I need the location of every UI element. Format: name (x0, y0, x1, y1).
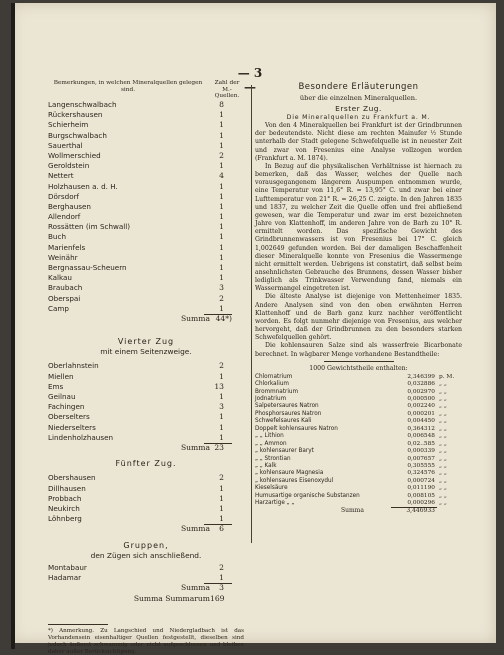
spring-count: 1 (219, 504, 224, 513)
location-name: Ems (48, 381, 64, 391)
table-row (48, 222, 244, 232)
location-name: Geroldstein (48, 161, 90, 171)
spring-count: 1 (219, 573, 224, 583)
page-number: — 3 — (237, 66, 263, 94)
substance-amount: 0,000201 (407, 410, 435, 417)
table-row (48, 141, 244, 151)
table-row (48, 304, 244, 314)
analysis-row (255, 395, 462, 402)
location-name: Wollmerschied (48, 150, 101, 160)
table-row (48, 514, 244, 524)
location-name: Löhnberg (48, 514, 82, 524)
substance-amount: 0,000500 (407, 396, 435, 402)
location-name: Montabaur (48, 562, 87, 572)
table-row (48, 382, 244, 392)
section-subtitle: den Zügen sich anschließend. (90, 550, 202, 560)
substance-amount: 0,324576 (407, 470, 435, 477)
analysis-row (255, 410, 462, 417)
location-name: Probbach (48, 493, 82, 503)
substance-unit: „ „ (439, 500, 447, 507)
substance-amount: 0,006548 (407, 433, 435, 440)
group-third-zug-rows (48, 100, 244, 314)
location-name: Oberspai (48, 293, 81, 303)
location-name: Langenschwalbach (48, 100, 117, 109)
sum-value: 23 (214, 442, 224, 452)
location-name: Rossätten (im Schwall) (48, 222, 131, 232)
substance-name: Kieselsäure (255, 485, 288, 492)
section-title: Vierter Zug (117, 337, 175, 347)
spring-count: 1 (219, 212, 224, 222)
analysis-row (255, 455, 462, 462)
sum-row (48, 524, 244, 535)
analysis-heading: 1000 Gewichtstheile enthalten: (309, 364, 408, 372)
substance-unit: „ „ (439, 455, 447, 462)
analysis-row (255, 402, 462, 409)
table-row (48, 361, 244, 371)
location-name: Nettert (48, 171, 74, 181)
spring-count: 3 (219, 402, 224, 412)
sum-row (48, 443, 244, 454)
group-fifth-zug-rows (48, 473, 244, 524)
sum-label: Summa (180, 442, 210, 452)
substance-name: Chlornatrium (255, 373, 293, 380)
spring-count: 1 (219, 222, 224, 232)
substance-unit: „ „ (439, 388, 447, 395)
spring-count: 1 (219, 242, 224, 252)
analysis-row (255, 477, 462, 484)
location-name: Holzhausen a. d. H. (48, 181, 118, 191)
table-row (48, 504, 244, 514)
spring-count: 8 (219, 100, 224, 109)
substance-name: Doppelt kohlensaures Natron (255, 425, 338, 432)
table-row (48, 573, 244, 583)
table-row (48, 120, 244, 130)
substance-amount: 0,305555 (407, 462, 435, 469)
section-title: Besondere Erläuterungen (298, 82, 419, 92)
substance-name: Brommnatrium (255, 388, 299, 395)
location-name: Dillhausen (48, 483, 86, 493)
spring-count: 13 (214, 381, 224, 391)
table-row (48, 563, 244, 573)
location-name: Fachingen (48, 402, 85, 412)
right-column (255, 82, 462, 516)
subsection-heading: Die Mineralquellen zu Frankfurt a. M. (286, 114, 431, 121)
analysis-row (255, 499, 462, 506)
spring-count: 1 (219, 201, 224, 211)
column-divider (251, 85, 252, 543)
spring-count: 2 (219, 361, 224, 371)
substance-amount: 2,346399 (407, 373, 435, 380)
spring-count: 3 (219, 283, 224, 293)
location-name: Allendorf (48, 212, 81, 222)
analysis-row (255, 425, 462, 432)
spring-count: 1 (219, 412, 224, 422)
location-name: Hadamar (48, 573, 82, 583)
substance-unit: „ „ (439, 403, 447, 410)
substance-name: Humusartige organische Substanzen (255, 492, 360, 499)
sum-value: 3,446933 (406, 506, 435, 514)
substance-unit: „ „ (439, 425, 447, 432)
substance-amount: 0,364312 (407, 425, 435, 432)
table-row (48, 372, 244, 382)
location-name: Miellen (48, 371, 74, 381)
substance-unit: „ „ (439, 485, 447, 492)
substance-unit: „ „ (439, 462, 447, 469)
location-name: Sauerthal (48, 140, 83, 150)
substance-name: „ „ Lithion (255, 433, 284, 440)
table-row (48, 433, 244, 443)
table-row (48, 151, 244, 161)
paragraph: Von den 4 Mineralquellen bei Frankfurt ist der Grindbrunnen der bedeutendste. Nicht diese am rechten Mainufer ½ Stunde unterhalb der Stadt gelegene Schwefelquelle ist in neuester Zeit und zwar von Fresenius eine Analyse vollzogen worden (Frankfurt a. M. 1874). (255, 122, 462, 162)
table-row (48, 283, 244, 293)
analysis-row (255, 469, 462, 476)
section-title: Gruppen, (123, 540, 169, 550)
location-name: Geilnau (48, 392, 76, 401)
spring-count: 1 (219, 422, 224, 432)
substance-unit: „ „ (439, 440, 447, 447)
table-row (48, 263, 244, 273)
table-row (48, 294, 244, 304)
substance-name: „ kohlensaure Magnesia (255, 470, 324, 477)
spring-count: 1 (219, 252, 224, 262)
substance-unit: „ „ (439, 396, 447, 402)
sum-value: 44*) (215, 313, 232, 323)
spring-count: 1 (219, 120, 224, 130)
group-fourth-zug-rows (48, 361, 244, 443)
analysis-row (255, 492, 462, 499)
substance-unit: „ „ (439, 470, 447, 477)
substance-name: Harzartige „ „ (255, 500, 295, 507)
sum-value: 3 (219, 583, 224, 593)
table-row (48, 423, 244, 433)
spring-count: 2 (219, 293, 224, 303)
section-title: Fünfter Zug. (115, 459, 177, 469)
substance-name: Jodnatrium (255, 396, 287, 402)
table-row (48, 494, 244, 504)
spring-count: 1 (219, 130, 224, 140)
analysis-row (255, 417, 462, 424)
location-name: Lindenholzhausen (48, 432, 114, 442)
spring-count: 1 (219, 273, 224, 283)
spring-count: 1 (219, 493, 224, 503)
location-name: Obershausen (48, 473, 96, 483)
location-name: Kalkau (48, 273, 72, 283)
location-name: Buch (48, 232, 66, 242)
table-row (48, 232, 244, 242)
substance-name: Phosphorsaures Natron (255, 410, 322, 417)
table-row (48, 243, 244, 253)
table-row (48, 212, 244, 222)
location-name: Dörsdorf (48, 191, 80, 201)
table-row (48, 192, 244, 202)
spring-count: 1 (219, 110, 224, 120)
zug-heading: Erster Zug. (335, 104, 382, 113)
substance-amount: 0,008105 (407, 492, 435, 499)
substance-name: „ kohlensaures Eisenoxydul (255, 477, 334, 484)
spring-count: 2 (219, 562, 224, 572)
analysis-row (255, 462, 462, 469)
substance-name: „ „ Strontian (255, 455, 291, 462)
sum-row (48, 583, 244, 594)
location-name: Braubach (48, 283, 83, 293)
location-name: Weinähr (48, 252, 78, 262)
substance-unit: „ „ (439, 433, 447, 440)
table-header (48, 80, 244, 100)
location-name: Berghausen (48, 201, 91, 211)
substance-amount: 0,000339 (407, 448, 435, 455)
spring-count: 1 (219, 140, 224, 150)
analysis-row (255, 432, 462, 439)
table-row (48, 412, 244, 422)
location-name: Marienfels (48, 242, 86, 252)
table-row (48, 161, 244, 171)
location-name: Camp (48, 303, 69, 313)
sum-label: Summa (180, 524, 210, 534)
substance-amount: 0,004450 (407, 418, 435, 425)
analysis-row (255, 380, 462, 387)
table-row (48, 131, 244, 141)
substance-name: Salpetersaures Natron (255, 403, 319, 410)
substance-amount: 0,002240 (407, 403, 435, 410)
substance-amount: 0,000724 (407, 477, 435, 484)
total-value: 169 (210, 593, 225, 603)
substance-name: „ kohlensaurer Baryt (255, 448, 314, 455)
section-subtitle: über die einzelnen Mineralquellen. (299, 94, 418, 102)
location-name: Burgschwalbach (48, 130, 107, 140)
total-label: Summa Summarum (133, 593, 210, 603)
table-row (48, 402, 244, 412)
table-row (48, 273, 244, 283)
footnote-rule (48, 624, 108, 625)
sum-value: 6 (219, 524, 224, 534)
spring-count: 2 (219, 473, 224, 483)
table-row (48, 392, 244, 402)
spring-count: 2 (219, 150, 224, 160)
spring-count: 1 (219, 392, 224, 401)
header-location: Bemerkungen, in welchen Mineralquellen gelegen sind. (53, 80, 203, 93)
table-row (48, 171, 244, 181)
section-subtitle: mit einem Seitenzweige. (100, 347, 192, 357)
substance-amount: 0,032886 (407, 381, 435, 388)
spring-count: 1 (219, 483, 224, 493)
substance-amount: 0,000296 (407, 500, 435, 507)
location-name: Rückershausen (48, 110, 103, 120)
sum-label: Summa (180, 313, 210, 323)
header-count: Zahl der M.-Quellen. (214, 80, 240, 100)
location-name: Neukirch (48, 504, 80, 513)
spring-count: 1 (219, 161, 224, 171)
location-name: Oberselters (48, 412, 90, 422)
substance-unit: „ „ (439, 381, 447, 388)
group-groups-rows (48, 563, 244, 583)
spring-count: 1 (219, 181, 224, 191)
divider (324, 361, 394, 362)
analysis-sum-row (255, 507, 462, 516)
substance-unit: „ „ (439, 477, 447, 484)
location-name: Niederselters (48, 422, 96, 432)
spring-count: 1 (219, 371, 224, 381)
substance-unit: „ „ (439, 492, 447, 499)
spring-count: 1 (219, 303, 224, 313)
sum-label: Summa (341, 506, 364, 514)
location-name: Bergnassau-Scheuern (48, 263, 127, 272)
page-binding (11, 3, 15, 649)
substance-amount: 0,007657 (407, 455, 435, 462)
substance-name: „ „ Ammon (255, 440, 287, 447)
table-row (48, 100, 244, 110)
substance-unit: „ „ (439, 410, 447, 417)
substance-name: Schwefelsaures Kali (255, 418, 312, 425)
spring-count: 4 (219, 171, 224, 181)
analysis-row (255, 440, 462, 447)
substance-amount: 0,02..585 (407, 440, 435, 447)
paragraph: Die älteste Analyse ist diejenige von Mettenheimer 1835. Andere Analysen sind von den oben erwähnten Herren Klattenhoff und de Barh ganz kurz nachher veröffentlicht worden. Es folgt nunmehr diejenige von Fresenius, aus welcher hervorgeht, daß der Grindbrunnen zu den besonders starken Schwefelquellen gehört. (255, 293, 462, 342)
sum-label: Summa (180, 583, 210, 593)
left-column (48, 80, 244, 655)
substance-amount: 0,011190 (407, 485, 435, 492)
spring-count: 1 (219, 232, 224, 242)
substance-unit: „ „ (439, 448, 447, 455)
substance-unit: p. M. (439, 373, 455, 380)
table-row (48, 253, 244, 263)
spring-count: 1 (219, 191, 224, 201)
substance-amount: 0,002970 (407, 388, 435, 395)
spring-count: 1 (219, 514, 224, 524)
total-row (48, 594, 244, 605)
spring-count: 1 (219, 263, 224, 272)
analysis-row (255, 447, 462, 454)
analysis-table (255, 373, 462, 507)
analysis-row (255, 388, 462, 395)
table-row (48, 484, 244, 494)
substance-unit: „ „ (439, 418, 447, 425)
sum-row (48, 314, 244, 325)
table-row (48, 182, 244, 192)
substance-name: Chlorkalium (255, 381, 289, 388)
paragraph: In Bezug auf die physikalischen Verhältnisse ist hiernach zu bemerken, daß das Wasser, welches der Quelle nach vorausgegangenem längerem Auspumpen entnommen wurde, eine Temperatur von 11,6° R. = 13,95° C. und zwar bei einer Lufttemperatur von 21° R. = 26,25 C. zeigte. In den Jahren 1835 und 1837, zu welcher Zeit die Quelle offen und frei abfließend gewesen, war die Temperatur und zwar im erst bezeichneten Jahre von Klattenhoff, im anderen Jahre von de Barh zu 10° R. ermittelt worden. Das spezifische Gewicht des Grindbrunnenwassers ist von Fresenius bei 17° C. gleich 1,002649 gefunden worden. Bei der damaligen Beschaffenheit dieser Mineralquelle konnte von Fresenius die Wassermenge nicht ermittelt werden. Uebrigens ist constatirt, daß selbst beim ansehnlichsten Gebrauche des Brunnens, dessen Wasser bisher lediglich als Trinkwasser Verwendung fand, niemals ein Wassermangel eingetreten ist. (255, 162, 462, 293)
analysis-row (255, 484, 462, 491)
location-name: Schierheim (48, 120, 89, 130)
spring-count: 1 (219, 432, 224, 442)
analysis-row (255, 373, 462, 380)
substance-name: „ „ Kalk (255, 462, 277, 469)
location-name: Oberlahnstein (48, 361, 99, 371)
table-row (48, 473, 244, 483)
table-row (48, 202, 244, 212)
footnote: *) Anmerkung. Zu Langschied und Niedergladbach ist das Vorhandensein eisenhaltiger Quellen festgestellt, dieselben sind jedoch äußerst schwammig oder nicht aufgeschlossen und bleiben daher außer Berücksichtigung. (48, 628, 244, 655)
paragraph: Die kohlensauren Salze sind als wasserfreie Bicarbonate berechnet. In wägbarer Menge vorhandene Bestandtheile: (255, 342, 462, 358)
table-row (48, 110, 244, 120)
